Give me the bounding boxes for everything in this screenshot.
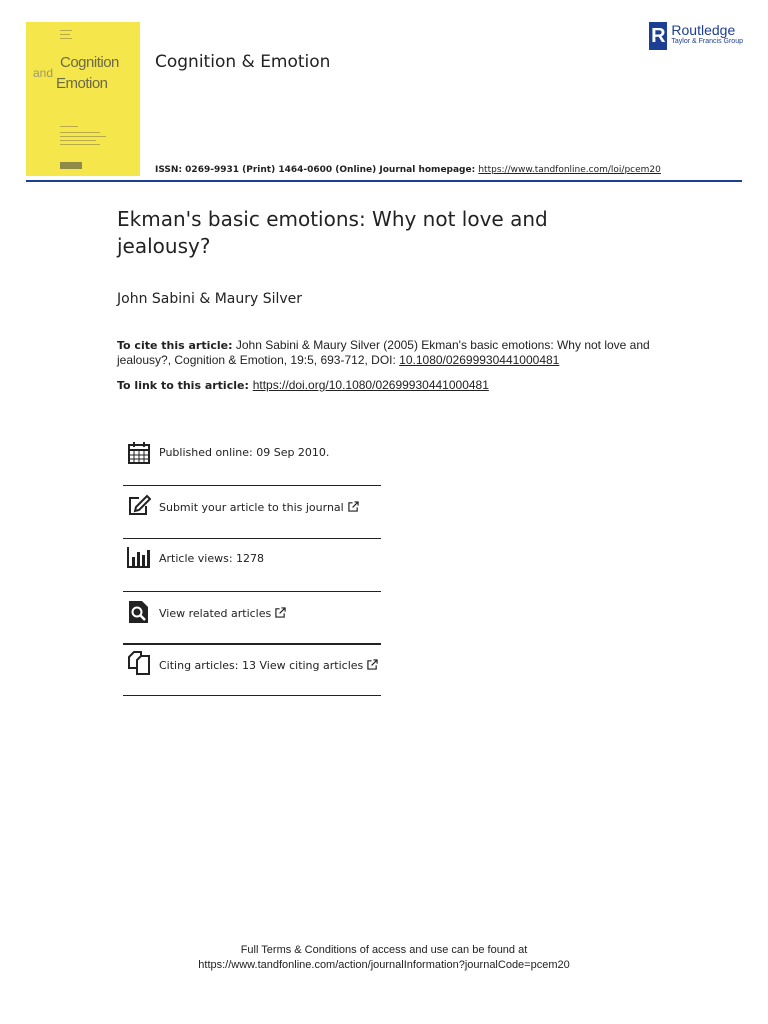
- footer-terms-text: Full Terms & Conditions of access and use can be found at: [240, 944, 528, 956]
- journal-title: Cognition & Emotion: [155, 52, 331, 72]
- article-link-block: [117, 378, 489, 392]
- issn-text: ISSN: 0269-9931 (Print) 1464-0600 (Online) Journal homepage:: [155, 165, 479, 175]
- article-title: Ekman's basic emotions: Why not love and jealousy?: [117, 207, 548, 258]
- publisher-logo[interactable]: [649, 22, 743, 52]
- routledge-logo-icon: R: [649, 22, 667, 50]
- footer-terms-url[interactable]: https://www.tandfonline.com/action/journalInformation?journalCode=pcem20: [198, 959, 570, 971]
- cover-title-line1: Cognition: [60, 54, 119, 71]
- publisher-subtitle: Taylor & Francis Group: [671, 38, 743, 45]
- citing-articles-label: Citing articles: 13 View citing articles: [159, 659, 364, 672]
- info-separator: [123, 591, 381, 592]
- cite-text: John Sabini & Maury Silver (2005) Ekman's basic emotions: Why not love and jealousy?, Cognition & Emotion, 19:5, 693-712, DOI:: [117, 338, 650, 367]
- info-related[interactable]: [123, 591, 381, 644]
- link-label: To link to this article:: [117, 379, 253, 392]
- info-separator: [123, 485, 381, 486]
- published-online-text: Published online: 09 Sep 2010.: [159, 446, 330, 459]
- info-separator: [123, 695, 381, 696]
- submit-article-link[interactable]: [159, 501, 359, 514]
- citation-block: [117, 338, 657, 368]
- info-citing[interactable]: [123, 643, 381, 696]
- info-published: [123, 434, 381, 486]
- view-related-label: View related articles: [159, 607, 272, 620]
- cover-title-line2: Emotion: [56, 75, 108, 92]
- calendar-icon: [127, 441, 151, 465]
- citing-icon: [127, 651, 151, 675]
- footer: [0, 943, 768, 973]
- article-authors: John Sabini & Maury Silver: [117, 291, 303, 307]
- issn-line: [155, 165, 661, 175]
- cover-publisher-mark: [60, 162, 82, 169]
- info-views: [123, 538, 381, 591]
- article-doi-link[interactable]: https://doi.org/10.1080/02699930441000481: [252, 378, 489, 392]
- external-link-icon: [348, 501, 359, 512]
- edit-icon: [127, 494, 151, 518]
- article-views-text: Article views: 1278: [159, 552, 265, 565]
- info-separator: [123, 643, 381, 645]
- info-submit[interactable]: [123, 486, 381, 539]
- header-rule: [26, 180, 742, 182]
- submit-article-label: Submit your article to this journal: [159, 501, 344, 514]
- cite-doi-link[interactable]: 10.1080/02699930441000481: [399, 353, 560, 367]
- journal-homepage-link[interactable]: https://www.tandfonline.com/loi/pcem20: [478, 165, 661, 175]
- search-document-icon: [127, 600, 151, 624]
- external-link-icon: [275, 607, 286, 618]
- external-link-icon: [367, 659, 378, 670]
- view-related-link[interactable]: [159, 607, 286, 620]
- journal-cover: [26, 22, 140, 176]
- info-separator: [123, 538, 381, 539]
- cite-label: To cite this article:: [117, 339, 233, 352]
- cover-title-and: and: [33, 66, 54, 80]
- bar-chart-icon: [127, 545, 151, 569]
- citing-articles-link[interactable]: [159, 659, 378, 672]
- publisher-name: Routledge: [671, 22, 736, 38]
